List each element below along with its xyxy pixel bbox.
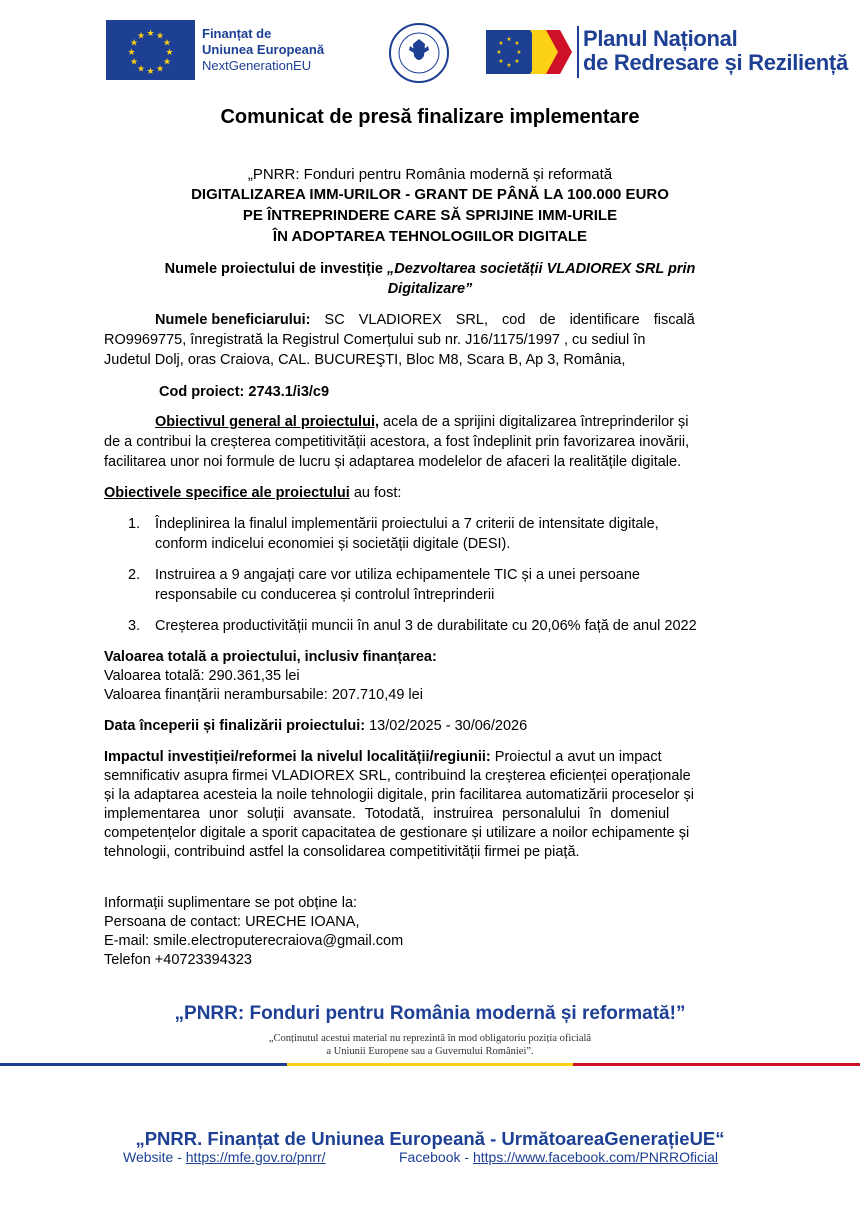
objective-2-line-2: responsabile cu conducerea și controlul întreprinderii [155,587,495,603]
facebook-link[interactable]: https://www.facebook.com/PNRROficial [472,1149,719,1165]
project-name-line-1 [0,260,860,279]
disclaimer-line-2: a Uniunii Europene sau a Guvernului României”. [326,1046,534,1057]
svg-text:★: ★ [155,31,165,42]
general-objective-label: Obiectivul general al proiectului, [155,414,379,430]
specific-objectives-label: Obiectivele specifice ale proiectului [104,485,350,501]
website-link-group [123,1149,326,1165]
beneficiary-line-1 [104,311,756,330]
contact-phone: Telefon +40723394323 [104,952,252,968]
document-title: Comunicat de presă finalizare implementare [220,106,640,128]
beneficiary-text: SC VLADIOREX SRL, cod de identificare fiscală [310,312,695,328]
disclaimer-line-1: „Conținutul acestui material nu reprezintă în mod obligatoriu poziția oficială [268,1033,592,1044]
eu-line-1: Finanțat de [202,26,272,41]
general-objective-line-1 [104,413,756,432]
svg-text:★: ★ [146,67,155,77]
value-heading: Valoarea totală a proiectului, inclusiv finanțarea: [104,649,437,665]
website-label: Website - [123,1149,186,1165]
specific-objectives-label-rest: au fost: [349,485,402,501]
svg-text:★: ★ [136,64,146,75]
objective-1-line-2: conform indicelui economiei și societății digitale (DESI). [155,536,511,552]
project-name-value: „Dezvoltarea societății VLADIOREX SRL prin [387,261,696,277]
footer-title: „PNRR. Finanțat de Uniunea Europeană - UrmătoareaGenerațieUE“ [135,1128,725,1149]
contact-intro: Informații suplimentare se pot obține la: [104,895,358,911]
eu-line-2: Uniunea Europeană [202,42,325,57]
svg-text:★: ★ [498,40,504,47]
impact-line-5: competențelor digitale a sporit capacitatea de gestionare și utilizare a noilor echipamente și [104,825,690,841]
contact-email: E-mail: smile.electroputerecraiova@gmail.com [104,933,404,949]
intro-line-1: „PNRR: Fonduri pentru România modernă și reformată [247,166,613,183]
svg-text:★: ★ [506,62,512,69]
pnrr-title [583,27,848,75]
objective-3-number: 3. [128,618,141,634]
pnrr-line-2: de Redresare și Reziliență [583,50,848,75]
beneficiary-line-3: Judetul Dolj, oras Craiova, CAL. BUCUREŞTI, Bloc M8, Scara B, Ap 3, România, [104,352,626,368]
project-code [159,383,811,402]
project-code-value: 2743.1/i3/c9 [248,384,330,400]
general-objective-text: acela de a sprijini digitalizarea întreprinderilor și [379,414,689,430]
project-name-label: Numele proiectului de investiție [164,261,388,277]
intro-line-3: PE ÎNTREPRINDERE CARE SĂ SPRIJINE IMM-URILE [242,207,618,224]
svg-text:★: ★ [129,57,139,68]
impact-line-6: tehnologii, contribuind astfel la consolidarea competitivității firmei pe piață. [104,844,580,860]
website-link[interactable]: https://mfe.gov.ro/pnrr/ [185,1149,326,1165]
svg-text:★: ★ [496,49,502,56]
facebook-label: Facebook - [399,1149,473,1165]
objective-2-line-1: Instruirea a 9 angajați care vor utiliza echipamentele TIC și a unei persoane [155,567,640,583]
pnrr-divider [577,26,579,78]
disclaimer [0,1032,860,1058]
svg-text:★: ★ [146,29,155,39]
project-name-value-2: Digitalizare” [387,281,473,297]
svg-text:★: ★ [155,64,165,75]
objective-2-number: 2. [128,567,141,583]
grant-value: Valoarea finanțării nerambursabile: 207.710,49 lei [104,687,423,703]
svg-text:★: ★ [162,38,172,49]
romanian-government-seal-icon [388,22,450,84]
general-objective-line-2: de a contribui la creșterea competitivității acestora, a fost îndeplinit prin favorizarea inovării, [104,434,690,450]
pnrr-line-1: Planul Național [583,26,738,51]
svg-text:★: ★ [162,57,172,68]
project-code-label: Cod proiect: [159,384,249,400]
eu-line-3: NextGenerationEU [202,58,312,73]
general-objective-line-3: facilitarea unor noi formule de lucru și adaptarea modelelor de afaceri la realitățile digitale. [104,454,682,470]
impact-line-3: și la adaptarea acesteia la noile tehnologii digitale, prin facilitarea automatizării proceselor și [104,787,694,803]
svg-text:★: ★ [514,58,520,65]
svg-text:★: ★ [165,48,174,58]
objective-1-line-1: Îndeplinirea la finalul implementării proiectului a 7 criterii de intensitate digitale, [155,516,659,532]
project-dates [104,717,756,736]
svg-text:★: ★ [127,48,136,58]
eu-flag-logo [106,20,195,80]
svg-text:★: ★ [516,49,522,56]
eu-funding-text [202,26,324,74]
specific-objectives-heading [104,484,756,503]
svg-text:★: ★ [498,58,504,65]
beneficiary-line-2: RO9969775, înregistrată la Registrul Comerțului sub nr. J16/1175/1997 , cu sediul în [104,332,646,348]
project-dates-value: 13/02/2025 - 30/06/2026 [365,718,528,734]
svg-text:★: ★ [514,40,520,47]
intro-line-2: DIGITALIZAREA IMM-URILOR - GRANT DE PÂNĂ LA 100.000 EURO [191,186,669,203]
impact-text: Proiectul a avut un impact [490,749,662,765]
total-value: Valoarea totală: 290.361,35 lei [104,668,300,684]
pnrr-logo-icon [486,26,572,78]
objective-3-line-1: Creșterea productivității muncii în anul 3 de durabilitate cu 20,06% față de anul 2022 [155,618,697,634]
intro-line-4: ÎN ADOPTAREA TEHNOLOGIILOR DIGITALE [272,228,588,245]
beneficiary-label: Numele beneficiarului: [155,312,311,328]
impact-line-2: semnificativ asupra firmei VLADIOREX SRL, contribuind la creșterea eficienței operaționale [104,768,691,784]
project-dates-label: Data începerii și finalizării proiectului: [104,718,366,734]
svg-text:★: ★ [129,38,139,49]
project-name-line-2 [0,280,860,299]
svg-text:★: ★ [506,36,512,43]
tricolor-divider [0,1063,860,1066]
impact-label: Impactul investiției/reformei la nivelul localității/regiunii: [104,749,491,765]
facebook-link-group [399,1149,718,1165]
contact-person: Persoana de contact: URECHE IOANA, [104,914,360,930]
eu-stars-icon [106,20,195,80]
impact-line-1 [104,748,756,767]
objective-1-number: 1. [128,516,141,532]
impact-line-4: implementarea unor soluții avansate. Totodată, instruirea personalului în domeniul [104,806,670,822]
svg-text:★: ★ [136,31,146,42]
pnrr-slogan: „PNRR: Fonduri pentru România modernă și reformată!” [174,1003,686,1024]
